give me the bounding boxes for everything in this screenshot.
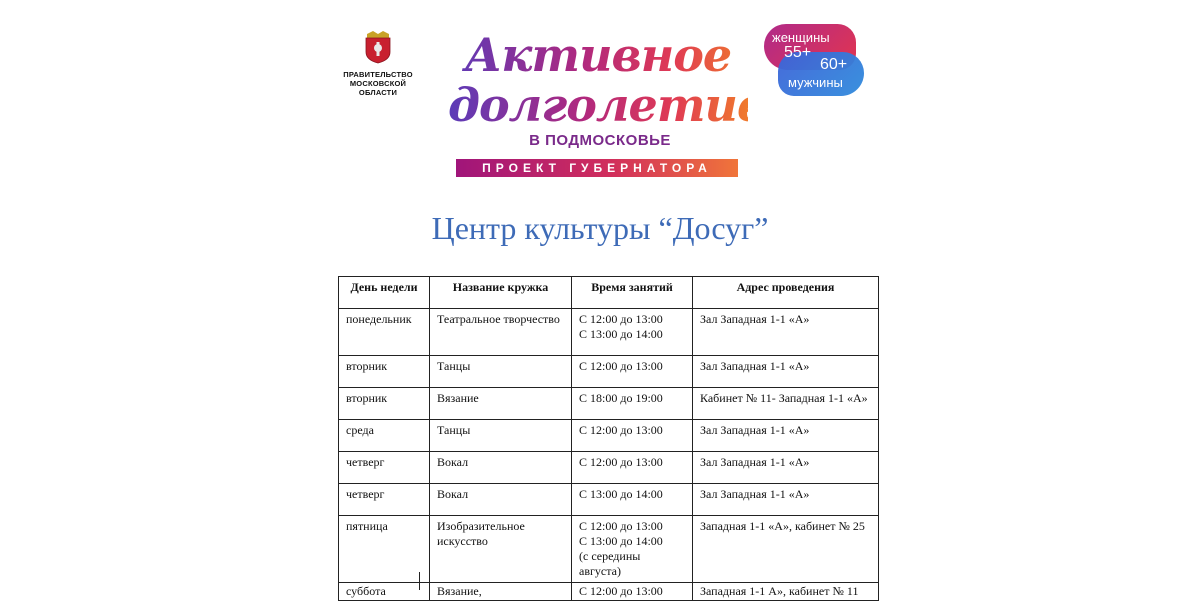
cell-club: Танцы bbox=[430, 356, 572, 388]
cell-time bbox=[572, 388, 693, 420]
cell-day: суббота bbox=[339, 583, 430, 601]
cell-address: Кабинет № 11- Западная 1-1 «А» bbox=[693, 388, 879, 420]
column-header-time: Время занятий bbox=[572, 277, 693, 309]
page-title: Центр культуры “Досуг” bbox=[431, 210, 769, 246]
time-slot: С 13:00 до 14:00 bbox=[579, 487, 663, 501]
cell-time bbox=[572, 583, 693, 601]
table-row bbox=[339, 309, 879, 356]
table-continuation-line bbox=[419, 572, 420, 590]
cell-address: Зал Западная 1-1 «А» bbox=[693, 356, 879, 388]
schedule-table bbox=[338, 276, 879, 601]
cell-day: среда bbox=[339, 420, 430, 452]
table-row bbox=[339, 484, 879, 516]
cell-time bbox=[572, 452, 693, 484]
cell-day: вторник bbox=[339, 388, 430, 420]
cell-day: пятница bbox=[339, 516, 430, 583]
logo-region: В ПОДМОСКОВЬЕ bbox=[529, 132, 671, 149]
cell-address: Зал Западная 1-1 «А» bbox=[693, 484, 879, 516]
time-slot: С 12:00 до 13:00 bbox=[579, 312, 663, 326]
time-slot: (с середины августа) bbox=[579, 549, 641, 578]
government-line-2: МОСКОВСКОЙ bbox=[349, 79, 407, 88]
table-row bbox=[339, 356, 879, 388]
time-slot: С 12:00 до 13:00 bbox=[579, 584, 663, 598]
cell-club: Изобразительное искусство bbox=[430, 516, 572, 583]
government-line-1: ПРАВИТЕЛЬСТВО bbox=[343, 70, 413, 79]
age-badge-men-age: 60+ bbox=[820, 56, 848, 73]
time-slot: С 13:00 до 14:00 bbox=[579, 327, 663, 341]
cell-club: Вокал bbox=[430, 484, 572, 516]
cell-time bbox=[572, 420, 693, 452]
active-longevity-logo bbox=[440, 14, 766, 184]
cell-day: вторник bbox=[339, 356, 430, 388]
logo-band: ПРОЕКТ ГУБЕРНАТОРА bbox=[456, 159, 738, 177]
cell-club: Вокал bbox=[430, 452, 572, 484]
cell-address: Зал Западная 1-1 «А» bbox=[693, 309, 879, 356]
table-row bbox=[339, 420, 879, 452]
cell-address: Западная 1-1 «А», кабинет № 25 bbox=[693, 516, 879, 583]
cell-club: Театральное творчество bbox=[430, 309, 572, 356]
time-slot: С 12:00 до 13:00 bbox=[579, 359, 663, 373]
cell-time bbox=[572, 309, 693, 356]
time-slot: С 12:00 до 13:00 bbox=[579, 423, 663, 437]
table-header-row bbox=[339, 277, 879, 309]
age-badge bbox=[764, 24, 864, 96]
time-slot: С 18:00 до 19:00 bbox=[579, 391, 663, 405]
time-slot: С 13:00 до 14:00 bbox=[579, 534, 663, 548]
cell-time bbox=[572, 516, 693, 583]
cell-day: понедельник bbox=[339, 309, 430, 356]
cell-club: Танцы bbox=[430, 420, 572, 452]
moscow-oblast-coat-of-arms-icon bbox=[363, 28, 393, 64]
cell-day: четверг bbox=[339, 484, 430, 516]
column-header-day: День недели bbox=[339, 277, 430, 309]
age-badge-women: женщины bbox=[772, 30, 830, 45]
time-slot: С 12:00 до 13:00 bbox=[579, 519, 663, 533]
government-logo bbox=[332, 28, 424, 97]
column-header-club: Название кружка bbox=[430, 277, 572, 309]
schedule-table-body bbox=[339, 309, 879, 601]
column-header-address: Адрес проведения bbox=[693, 277, 879, 309]
logo-line-1: Активное bbox=[448, 32, 748, 78]
cell-time bbox=[572, 484, 693, 516]
cell-address: Зал Западная 1-1 «А» bbox=[693, 452, 879, 484]
cell-address: Зал Западная 1-1 «А» bbox=[693, 420, 879, 452]
table-row bbox=[339, 388, 879, 420]
table-row bbox=[339, 452, 879, 484]
cell-club: Вязание bbox=[430, 388, 572, 420]
age-badge-men: мужчины bbox=[788, 75, 843, 90]
cell-time bbox=[572, 356, 693, 388]
age-badge-women-age: 55+ bbox=[784, 44, 812, 61]
time-slot: С 12:00 до 13:00 bbox=[579, 455, 663, 469]
cell-day: четверг bbox=[339, 452, 430, 484]
cell-club: Вязание, bbox=[430, 583, 572, 601]
government-line-3: ОБЛАСТИ bbox=[358, 88, 398, 97]
logo-line-2: долголетие bbox=[448, 78, 766, 132]
cell-address: Западная 1-1 А», кабинет № 11 bbox=[693, 583, 879, 601]
